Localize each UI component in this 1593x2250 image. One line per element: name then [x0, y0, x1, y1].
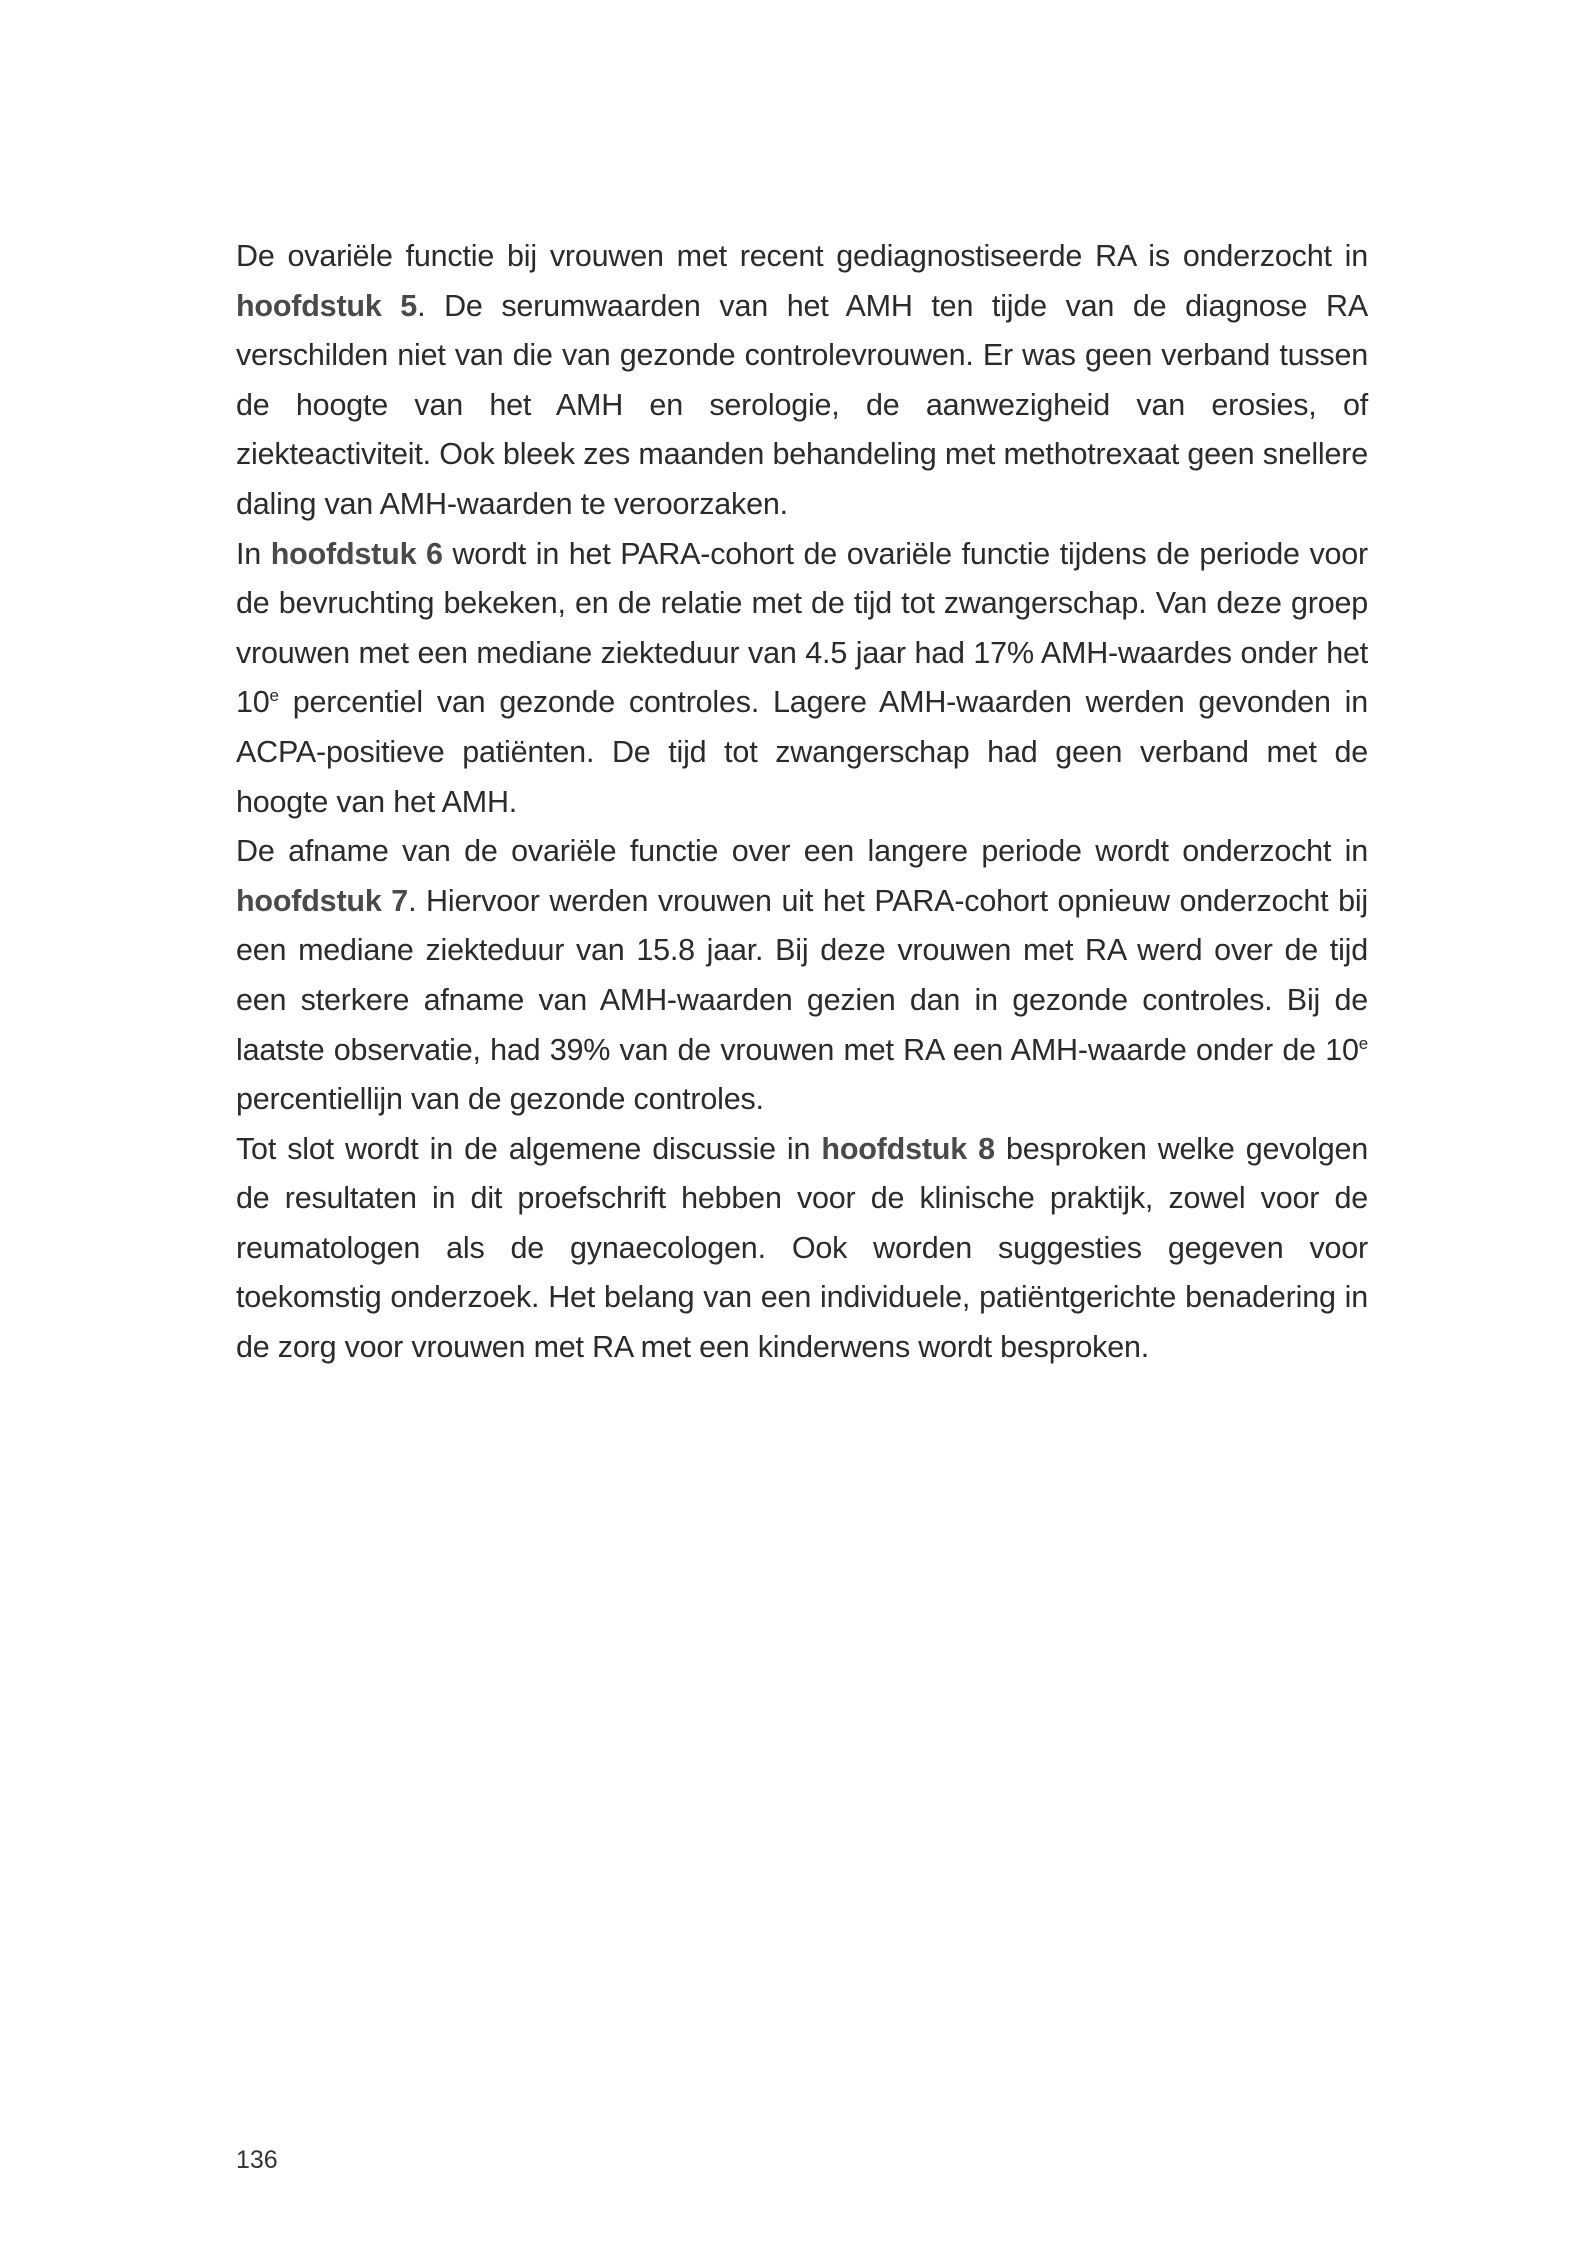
superscript-e: e: [1358, 1033, 1368, 1053]
chapter-reference-5: hoofdstuk 5: [236, 288, 418, 323]
chapter-reference-6: hoofdstuk 6: [270, 536, 443, 571]
paragraph-chapter-5: De ovariële functie bij vrouwen met recent gediagnostiseerde RA is onderzocht in hoofdstuk 5. De serumwaarden van het AMH ten tijde van de diagnose RA verschilden niet van die van gezonde controlevrouwen. Er was geen verband tussen de hoogte van het AMH en serologie, de aanwezigheid van erosies, of ziekteactiviteit. Ook bleek zes maanden behandeling met methotrexaat geen snellere daling van AMH-waarden te veroorzaken.: [236, 239, 1368, 521]
superscript-e: e: [269, 686, 279, 706]
page-number: 136: [236, 2146, 278, 2174]
chapter-reference-8: hoofdstuk 8: [821, 1131, 995, 1166]
main-text: [236, 232, 1368, 1373]
paragraph-chapter-6: In hoofdstuk 6 wordt in het PARA-cohort de ovariële functie tijdens de periode voor de bevruchting bekeken, en de relatie met de tijd tot zwangerschap. Van deze groep vrouwen met een mediane ziekteduur van 4.5 jaar had 17% AMH-waardes onder het 10e percentiel van gezonde controles. Lagere AMH-waarden werden gevonden in ACPA-positieve patiënten. De tijd tot zwangerschap had geen verband met de hoogte van het AMH.: [236, 536, 1368, 819]
paragraph-chapter-7: De afname van de ovariële functie over een langere periode wordt onderzocht in hoofdstuk 7. Hiervoor werden vrouwen uit het PARA-cohort opnieuw onderzocht bij een mediane ziekteduur van 15.8 jaar. Bij deze vrouwen met RA werd over de tijd een sterkere afname van AMH-waarden gezien dan in gezonde controles. Bij de laatste observatie, had 39% van de vrouwen met RA een AMH-waarde onder de 10e percentiellijn van de gezonde controles.: [236, 834, 1368, 1117]
paragraph-chapter-8: Tot slot wordt in de algemene discussie in hoofdstuk 8 besproken welke gevolgen de resultaten in dit proefschrift hebben voor de klinische praktijk, zowel voor de reumatologen als de gynaecologen. Ook worden suggesties gegeven voor toekomstig onderzoek. Het belang van een individuele, patiëntgerichte benadering in de zorg voor vrouwen met RA met een kinderwens wordt besproken.: [236, 1131, 1368, 1365]
chapter-reference-7: hoofdstuk 7: [236, 883, 409, 918]
